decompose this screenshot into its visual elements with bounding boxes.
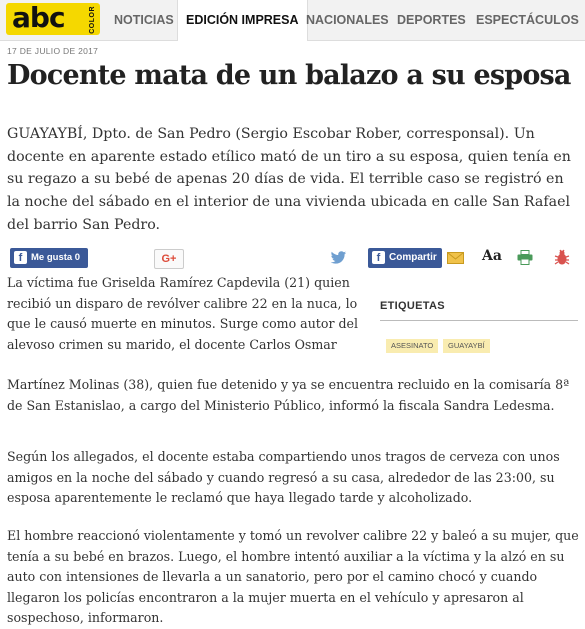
nav-edicion-impresa[interactable]: EDICIÓN IMPRESA [177,0,308,41]
abc-color-logo[interactable] [6,3,100,35]
article-title: Docente mata de un balazo a su esposa [7,60,571,91]
nav-noticias[interactable]: NOTICIAS [114,13,174,27]
nav-nacionales[interactable]: NACIONALES [306,13,389,27]
font-size-button[interactable]: Aa [482,248,502,264]
facebook-icon: f [14,251,27,264]
share-label: Compartir [389,252,437,263]
article-paragraph-2: Según los allegados, el docente estaba compartiendo unos tragos de cerveza con unos amigos en la noche del sábado y cuando regresó a su casa, alrededor de las 23:00, su esposa aparentemente le reclamó que haya llegado tarde y alcoholizado. [7,449,560,505]
report-bug-icon[interactable] [554,249,570,266]
like-label: Me gusta 0 [31,252,81,263]
twitter-icon[interactable] [330,251,347,265]
logo-subtext: COLOR [89,6,96,34]
article-paragraph-1a: La víctima fue Griselda Ramírez Capdevila (21) quien recibió un disparo de revólver calibre 22 en la nuca, lo que le causó muerte en minutos. Surge como autor del alevoso crimen su marido, el docente Carlos Osmar [7,275,359,352]
tags-title: ETIQUETAS [380,300,445,312]
email-icon[interactable] [447,252,464,264]
facebook-icon: f [372,251,385,264]
tag-asesinato[interactable]: ASESINATO [386,339,438,353]
tag-guayaybi[interactable]: GUAYAYBÍ [443,339,490,353]
share-toolbar [0,244,585,274]
facebook-share-button[interactable] [368,248,442,268]
google-plus-button[interactable]: G+ [154,249,184,269]
logo-text: abc [12,1,65,34]
print-icon[interactable] [517,250,533,265]
top-navigation-bar [0,0,585,41]
facebook-like-button[interactable] [10,248,88,268]
nav-espectaculos[interactable]: ESPECTÁCULOS [476,13,579,27]
article-paragraph-3: El hombre reaccionó violentamente y tomó un revolver calibre 22 y baleó a su mujer, que tenía a su bebé en brazos. Luego, el hombre intentó auxiliar a la víctima y la alzó en su auto con intensiones de llevarla a un sanatorio, pero por el camino chocó y cuando llegaron los policías encontraron a la mujer muerta en el vehículo y apresaron al sospechoso, informaron. [7,528,579,625]
article-date: 17 DE JULIO DE 2017 [7,46,99,56]
article-lead: GUAYAYBÍ, Dpto. de San Pedro (Sergio Escobar Rober, corresponsal). Un docente en aparente estado etílico mató de un tiro a su esposa, quien tenía en su regazo a su bebé de apenas 20 días de vida. El terrible caso se registró en la noche del sábado en el interior de una vivienda ubicada en calle San Rafael del barrio San Pedro. [7,126,571,233]
nav-deportes[interactable]: DEPORTES [397,13,466,27]
tags-divider [380,320,578,321]
article-paragraph-1b: Martínez Molinas (38), quien fue detenido y ya se encuentra recluido en la comisaría 8ª de San Estanislao, a cargo del Ministerio Público, informó la fiscala Sandra Ledesma. [7,377,570,413]
